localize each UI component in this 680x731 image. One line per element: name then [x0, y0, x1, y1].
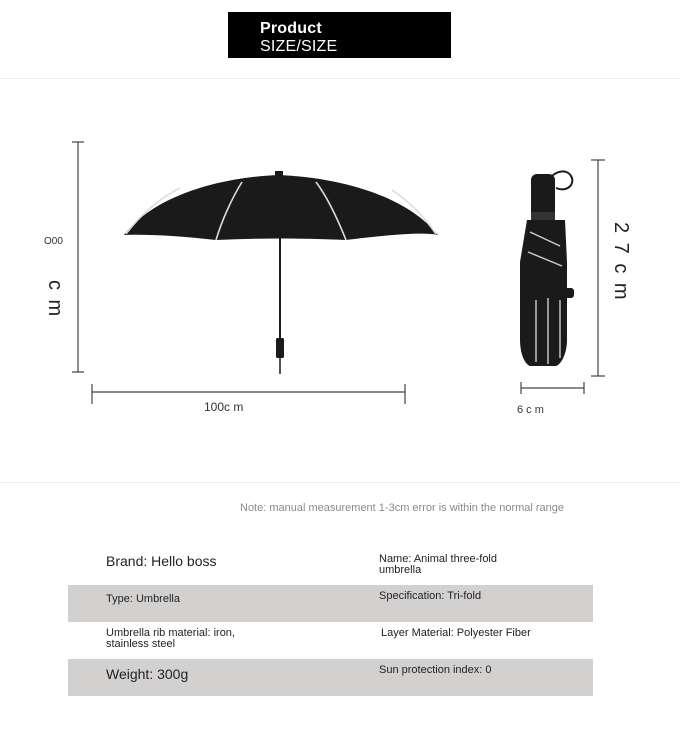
open-height-dimension	[72, 142, 84, 372]
folded-width-dimension	[521, 382, 584, 394]
open-height-value: O00	[44, 236, 63, 247]
spec-row	[68, 548, 593, 585]
open-height-unit: c m	[44, 280, 66, 319]
title-line-2: SIZE/SIZE	[260, 38, 338, 55]
spec-layer-material: Layer Material: Polyester Fiber	[381, 627, 531, 639]
folded-umbrella-icon	[520, 171, 574, 366]
folded-length-dimension	[591, 160, 605, 376]
spec-sun-protection: Sun protection index: 0	[379, 664, 492, 676]
open-width-label: 100c m	[204, 400, 244, 414]
spec-table	[68, 548, 593, 696]
spec-name: Name: Animal three-fold umbrella	[379, 553, 497, 576]
measurement-note: Note: manual measurement 1-3cm error is within the normal range	[240, 502, 565, 514]
spec-row	[68, 622, 593, 659]
open-umbrella-icon	[124, 171, 438, 374]
folded-length-label: 2 7 c m	[610, 222, 632, 302]
spec-type: Type: Umbrella	[106, 593, 180, 605]
folded-width-label: 6 c m	[517, 404, 544, 416]
spec-specification: Specification: Tri-fold	[379, 590, 482, 602]
open-width-dimension	[92, 384, 405, 404]
spec-row	[68, 585, 593, 622]
title-line-1: Product	[260, 20, 322, 37]
divider-bottom	[0, 482, 680, 483]
spec-row	[68, 659, 593, 696]
spec-brand: Brand: Hello boss	[106, 553, 217, 569]
spec-rib-material: Umbrella rib material: iron, stainless steel	[106, 627, 235, 650]
spec-weight: Weight: 300g	[106, 666, 189, 682]
